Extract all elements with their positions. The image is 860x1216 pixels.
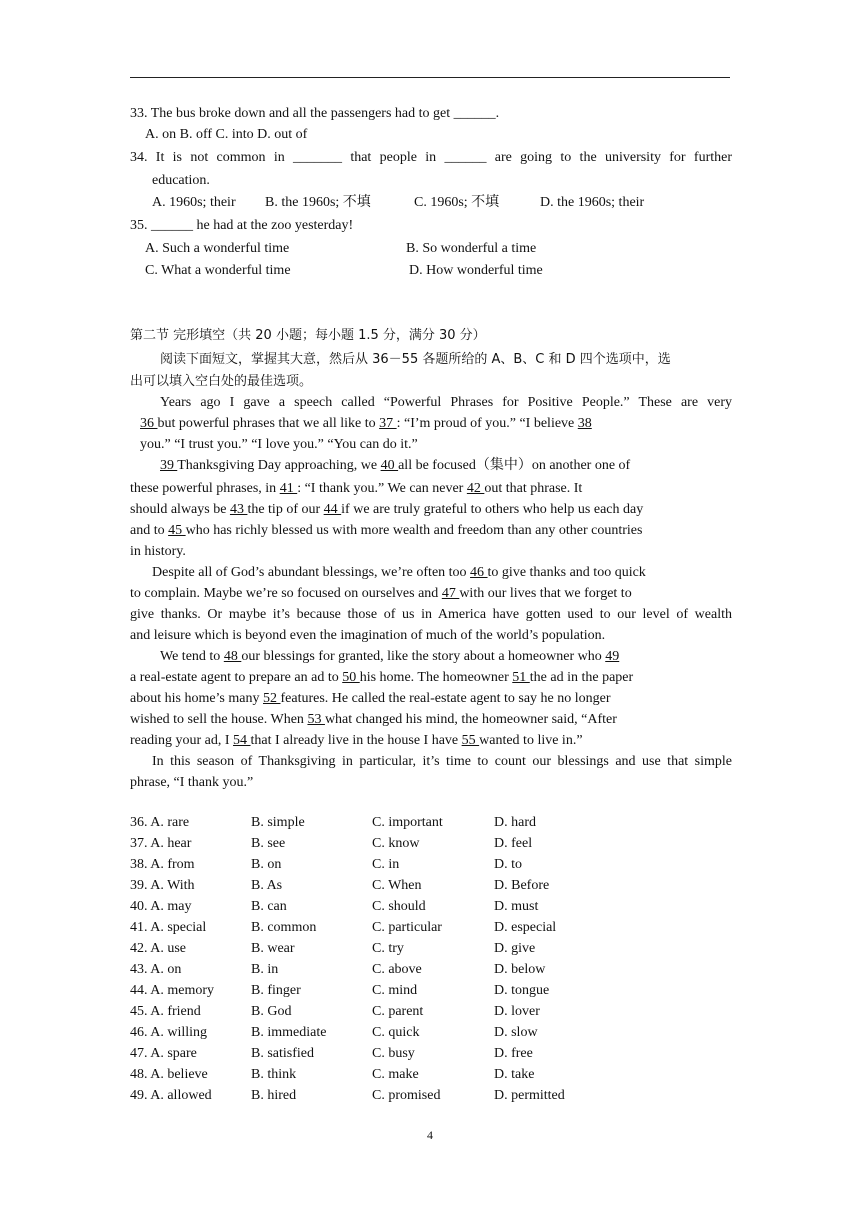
option-item: B. simple xyxy=(251,815,305,830)
blank-38: 38 xyxy=(577,416,592,431)
question-33-options: A. on B. off C. into D. out of xyxy=(145,127,308,142)
option-item: D. hard xyxy=(494,815,536,830)
passage-line: We tend to 48 our blessings for granted, like the story about a homeowner who 49 xyxy=(160,649,620,664)
blank-52: 52 xyxy=(263,691,281,706)
option-item: 44. A. memory xyxy=(130,983,214,998)
blank-54: 54 xyxy=(233,733,251,748)
option-item: D. to xyxy=(494,857,522,872)
blank-36: 36 xyxy=(140,416,158,431)
blank-45: 45 xyxy=(168,523,186,538)
blank-51: 51 xyxy=(512,670,530,685)
passage-line: wished to sell the house. When 53 what changed his mind, the homeowner said, “After xyxy=(130,712,617,727)
option-item: B. on xyxy=(251,857,282,872)
option-item: B. can xyxy=(251,899,287,914)
blank-55: 55 xyxy=(461,733,480,748)
option-item: D. must xyxy=(494,899,539,914)
option-row xyxy=(130,1043,730,1064)
passage-line: 39 Thanksgiving Day approaching, we 40 all be focused（集中）on another one of xyxy=(160,458,631,473)
option-item: B. As xyxy=(251,878,283,893)
passage-line: these powerful phrases, in 41 : “I thank you.” We can never 42 out that phrase. It xyxy=(130,481,583,496)
option-row xyxy=(130,812,730,833)
section-instruction-1: 阅读下面短文，掌握其大意，然后从 36－55 各题所给的 A、B、C 和 D 四个选项中，选 xyxy=(160,352,671,367)
option-item: B. satisfied xyxy=(251,1046,314,1061)
option-item: D. feel xyxy=(494,836,533,851)
option-item: C. parent xyxy=(372,1004,424,1019)
option-item: B. hired xyxy=(251,1088,297,1103)
passage-line: Years ago I gave a speech called “Powerful Phrases for Positive People.” These are very xyxy=(160,395,732,410)
passage-line: phrase, “I thank you.” xyxy=(130,775,254,790)
option-row xyxy=(130,896,730,917)
passage-line: you.” “I trust you.” “I love you.” “You can do it.” xyxy=(140,437,418,452)
header-rule xyxy=(130,77,730,78)
option-row xyxy=(130,1064,730,1085)
blank-41: 41 xyxy=(279,481,298,496)
option-row xyxy=(130,1001,730,1022)
option-item: D. permitted xyxy=(494,1088,565,1103)
question-35-option-d: D. How wonderful time xyxy=(409,263,543,278)
passage-line: 36 but powerful phrases that we all like to 37 : “I’m proud of you.” “I believe 38 xyxy=(140,416,592,431)
option-item: B. in xyxy=(251,962,279,977)
passage-line: give thanks. Or maybe it’s because those of us in America have gotten used to our level of wealth xyxy=(130,607,732,622)
option-item: C. important xyxy=(372,815,443,830)
blank-42: 42 xyxy=(466,481,485,496)
question-34-option-c: C. 1960s; 不填 xyxy=(414,195,500,210)
option-item: D. below xyxy=(494,962,546,977)
passage-line: a real-estate agent to prepare an ad to 50 his home. The homeowner 51 the ad in the paper xyxy=(130,670,634,685)
option-row xyxy=(130,917,730,938)
option-item: C. should xyxy=(372,899,426,914)
passage-line: in history. xyxy=(130,544,186,559)
option-row xyxy=(130,980,730,1001)
question-35-option-b: B. So wonderful a time xyxy=(406,241,537,256)
blank-37: 37 xyxy=(379,416,397,431)
blank-53: 53 xyxy=(307,712,325,727)
option-item: 48. A. believe xyxy=(130,1067,208,1082)
passage-line: and to 45 who has richly blessed us with more wealth and freedom than any other countries xyxy=(130,523,643,538)
option-item: C. busy xyxy=(372,1046,415,1061)
option-row xyxy=(130,959,730,980)
option-item: C. particular xyxy=(372,920,442,935)
option-row xyxy=(130,1085,730,1106)
question-34-stem: 34. It is not common in _______ that people in ______ are going to the university for further xyxy=(130,150,732,165)
option-item: B. think xyxy=(251,1067,297,1082)
option-row xyxy=(130,1022,730,1043)
option-item: C. in xyxy=(372,857,400,872)
question-35-option-c: C. What a wonderful time xyxy=(145,263,291,278)
passage-line: and leisure which is beyond even the imagination of much of the world’s population. xyxy=(130,628,606,643)
option-item: C. try xyxy=(372,941,404,956)
option-item: 36. A. rare xyxy=(130,815,190,830)
option-item: C. quick xyxy=(372,1025,420,1040)
option-item: 43. A. on xyxy=(130,962,182,977)
option-row xyxy=(130,854,730,875)
option-item: C. make xyxy=(372,1067,419,1082)
page-number: 4 xyxy=(427,1128,433,1142)
passage-line: reading your ad, I 54 that I already live in the house I have 55 wanted to live in.” xyxy=(130,733,583,748)
option-item: B. wear xyxy=(251,941,295,956)
option-item: 42. A. use xyxy=(130,941,186,956)
blank-49: 49 xyxy=(605,649,620,664)
option-item: B. finger xyxy=(251,983,301,998)
question-34-option-a: A. 1960s; their xyxy=(152,195,236,210)
section-instruction-2: 出可以填入空白处的最佳选项。 xyxy=(130,374,313,389)
option-item: B. see xyxy=(251,836,286,851)
option-row xyxy=(130,875,730,896)
option-item: C. mind xyxy=(372,983,418,998)
passage-line: to complain. Maybe we’re so focused on ourselves and 47 with our lives that we forget to xyxy=(130,586,632,601)
blank-43: 43 xyxy=(229,502,248,517)
option-item: 45. A. friend xyxy=(130,1004,201,1019)
question-35-option-a: A. Such a wonderful time xyxy=(145,241,290,256)
option-row xyxy=(130,833,730,854)
option-item: B. immediate xyxy=(251,1025,327,1040)
passage-line: should always be 43 the tip of our 44 if we are truly grateful to others who help us each day xyxy=(130,502,644,517)
blank-40: 40 xyxy=(380,458,399,473)
option-item: C. know xyxy=(372,836,420,851)
question-34-option-d: D. the 1960s; their xyxy=(540,195,645,210)
option-item: C. above xyxy=(372,962,422,977)
option-item: D. tongue xyxy=(494,983,550,998)
option-item: 37. A. hear xyxy=(130,836,192,851)
blank-46: 46 xyxy=(470,565,488,580)
option-item: C. When xyxy=(372,878,422,893)
option-item: 41. A. special xyxy=(130,920,207,935)
option-item: C. promised xyxy=(372,1088,441,1103)
option-item: B. God xyxy=(251,1004,292,1019)
option-item: D. take xyxy=(494,1067,535,1082)
option-item: 46. A. willing xyxy=(130,1025,208,1040)
blank-39: 39 xyxy=(160,458,178,473)
blank-44: 44 xyxy=(323,502,342,517)
option-item: D. especial xyxy=(494,920,557,935)
question-33-stem: 33. The bus broke down and all the passengers had to get ______. xyxy=(130,106,500,121)
option-item: D. lover xyxy=(494,1004,540,1019)
question-34-option-b: B. the 1960s; 不填 xyxy=(265,195,371,210)
option-item: 49. A. allowed xyxy=(130,1088,212,1103)
option-item: 47. A. spare xyxy=(130,1046,197,1061)
option-item: 39. A. With xyxy=(130,878,195,893)
blank-47: 47 xyxy=(441,586,460,601)
option-item: D. free xyxy=(494,1046,533,1061)
question-34-stem-cont: education. xyxy=(152,173,210,188)
option-item: 40. A. may xyxy=(130,899,192,914)
blank-50: 50 xyxy=(342,670,360,685)
option-row xyxy=(130,938,730,959)
passage-line: Despite all of God’s abundant blessings, we’re often too 46 to give thanks and too quick xyxy=(152,565,646,580)
section-title: 第二节 完形填空（共 20 小题；每小题 1.5 分，满分 30 分） xyxy=(130,328,486,343)
option-item: D. slow xyxy=(494,1025,538,1040)
option-item: D. give xyxy=(494,941,536,956)
passage-line: In this season of Thanksgiving in particular, it’s time to count our blessings and use that simple xyxy=(152,754,732,769)
option-item: D. Before xyxy=(494,878,550,893)
option-item: B. common xyxy=(251,920,317,935)
question-35-stem: 35. ______ he had at the zoo yesterday! xyxy=(130,218,354,233)
option-item: 38. A. from xyxy=(130,857,195,872)
passage-line: about his home’s many 52 features. He called the real-estate agent to say he no longer xyxy=(130,691,611,706)
blank-48: 48 xyxy=(223,649,242,664)
